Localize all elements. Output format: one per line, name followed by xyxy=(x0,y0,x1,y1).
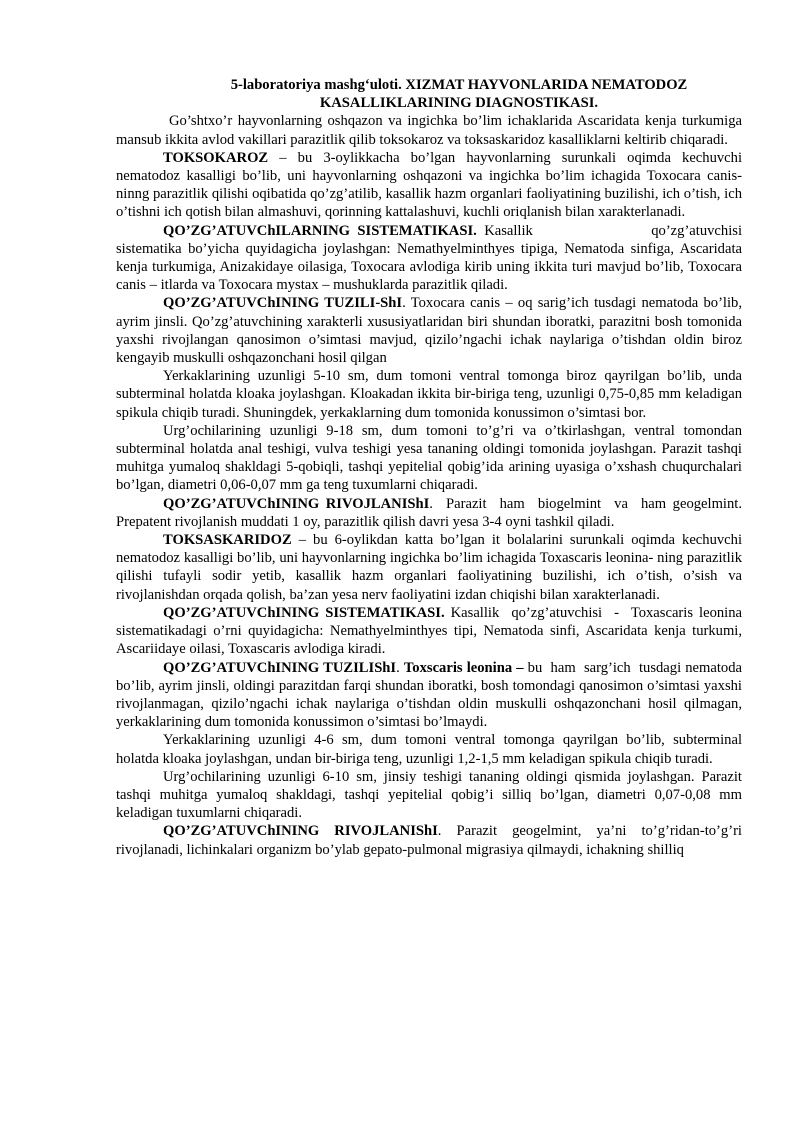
paragraph-heading: QO’ZG’ATUVChINING TUZILI-ShI xyxy=(163,295,403,312)
paragraph-text: . Parazit ham biogelmint va ham geogelmint. Prepatent rivojlanish muddati 1 oy, parazitlik qilish davri yesa 3-4 oyni tashkil qiladi. xyxy=(116,495,746,530)
paragraph-text: Go’shtxo’r hayvonlarning oshqazon va ingichka bo’lim ichaklarida Ascaridata kenja turkumiga mansub ikkita avlod vakillari parazitlik qilib toksokaroz va toksaskaridoz kasalliklarni keltirib chiqaradi. xyxy=(116,113,742,148)
paragraph-text: Kasallik qo’zg’atuvchisi - Toxascaris leonina sistematikadagi o’rni quyidagicha: Nemathyelminthyes tipi, Nematoda sinfi, Ascaridata kenja turkumi, Ascariidaye oilasi, Toxascaris avlodiga kiradi. xyxy=(116,604,746,658)
paragraph-text: – bu 6-oylikdan katta bo’lgan it bolalarini surunkali oqimda kechuvchi nematodoz kasalligi bo’lib, uni hayvonlarning ingichka bo’lim ichagida Toxascaris leonina- ning parazitlik qilishi tufayli sodir yetib, kasallik hazm organlari faoliyatining buzilishi, ich o’tish, o’sish va rivojlanishdan orqada qolish, ba’zan yesa nerv faoliyatini izdan chiqishi bilan xarakterlanadi. xyxy=(116,532,742,603)
paragraph-toksaskaridoz xyxy=(116,531,742,604)
paragraph-males-1 xyxy=(116,367,742,422)
paragraph-heading: QO’ZG’ATUVChILARNING SISTEMATIKASI. xyxy=(163,222,477,239)
title-line-2: KASALLIKLARINING DIAGNOSTIKASI. xyxy=(319,95,599,112)
paragraph-development-1 xyxy=(116,495,746,531)
paragraph-text: Kasallik qo’zg’atuvchisi sistematika bo’yicha quyidagicha joylashgan: Nemathyelminthyes tipiga, Nematoda sinfiga, Ascaridata kenja turkumiga, Anizakidaye oilasiga, Toxocara avlodiga kirib uning ikkita turi mavjud bo’lib, Toxocara canis – itlarda va Toxocara mystax – mushuklarda parazitlik qiladi. xyxy=(116,222,746,294)
paragraph-structure-2 xyxy=(116,659,746,732)
paragraph-development-2 xyxy=(116,822,742,858)
paragraph-heading: QO’ZG’ATUVChINING TUZILIShI xyxy=(163,659,397,676)
paragraph-text: – bu 3-oylikkacha bo’lgan hayvonlarning surunkali oqimda kechuvchi nematodoz kasalligi bo’lib, uni hayvonlarning oshqazoni va ingichka bo’lim ichagida Toxocara canis-ninng parazitlik qilishi oqibatida qo’zg’atilib, kasallik hazm organlari faoliyatining buzilishi, ich o’tish, ich o’tishni ich qotish bilan almashuvi, qorinning kattalashuvi, kuchli oriqlanish bilan xarakterlanadi. xyxy=(116,149,742,221)
paragraph-heading: TOKSOKAROZ xyxy=(163,149,269,166)
paragraph-text: . Parazit geogelmint, ya’ni to’g’ridan-to’g’ri rivojlanadi, lichinkalari organizm bo’ylab gepato-pulmonal migrasiya qilmaydi, ichakning shilliq xyxy=(116,823,742,858)
document-title xyxy=(116,76,742,112)
paragraph-toksokaroz xyxy=(116,149,742,222)
paragraph-females-1 xyxy=(116,422,742,495)
paragraph-species-name: Toxscaris leonina – xyxy=(403,659,524,676)
paragraph-heading: QO’ZG’ATUVChINING SISTEMATIKASI. xyxy=(163,604,445,621)
paragraph-intro xyxy=(116,112,742,148)
paragraph-heading: QO’ZG’ATUVChINING RIVOJLANIShI xyxy=(163,823,438,840)
paragraph-males-2 xyxy=(116,731,742,767)
document-page xyxy=(116,76,746,859)
paragraph-text: Yerkaklarining uzunligi 5-10 sm, dum tomoni ventral tomonga biroz qayrilgan bo’lib, unda subterminal holatda kloaka joylashgan. Kloakadan ikkita bir-biriga teng, uzunligi 0,75-0,85 mm keladigan spikula chiqib turadi. Shuningdek, yerkaklarning dum tomonida konussimon o’simtasi bor. xyxy=(116,368,742,421)
paragraph-text: bu ham sarg’ich tusdagi nematoda bo’lib, ayrim jinsli, oldingi parazitdan farqi shundan iboratki, bosh tomondagi qanosimon o’simtasi yaxshi rivojlanmagan, qizilo’ngachi ichak naylariga o’tishdan oldin muskulli oshqazonchani hosil qilmagan, yerkaklarining dum tomonida konussimon o’simtasi bo’lmaydi. xyxy=(116,659,746,731)
paragraph-systematics-1 xyxy=(116,222,746,295)
title-line-1: 5-laboratoriya mashg‘uloti. XIZMAT HAYVONLARIDA NEMATODOZ xyxy=(230,77,688,93)
paragraph-structure-1 xyxy=(116,294,742,367)
paragraph-text: . Toxocara canis – oq sarig’ich tusdagi nematoda bo’lib, ayrim jinsli. Qo’zg’atuvchining xarakterli xususiyatlaridan biri shundan iboratki, parazitni bosh tomonida yaxshi rivojlangan qanosimon o’simtasi mavjud, qizilo’ngachi ichak naylariga o’tishdan oldin biroz kengayib muskulli oshqazonchani hosil qilgan xyxy=(116,295,742,367)
paragraph-text: Yerkaklarining uzunligi 4-6 sm, dum tomoni ventral tomonga qayrilgan bo’lib, subterminal holatda kloaka joylashgan, undan bir-biriga teng, uzunligi 1,2-1,5 mm keladigan spikula chiqib turadi. xyxy=(116,732,742,767)
paragraph-text: Urg’ochilarining uzunligi 6-10 sm, jinsiy teshigi tananing oldingi qismida joylashgan. Parazit tashqi muhitga yumaloq shakldagi, tashqi yepitelial qobig’i silliq bo’lgan, diametri 0,07-0,08 mm keladigan tuxumlarni chiqaradi. xyxy=(116,768,742,822)
paragraph-systematics-2 xyxy=(116,604,746,659)
paragraph-heading: QO’ZG’ATUVChINING RIVOJLANIShI xyxy=(163,495,430,512)
paragraph-text: Urg’ochilarining uzunligi 9-18 sm, dum tomoni to’g’ri va o’tkirlashgan, ventral tomondan subterminal holatda anal teshigi, vulva teshigi yesa tananing oldingi tomonida joylashgan. Parazit tashqi muhitga yumaloq shakldagi 5-qobiqli, tashqi yepitelial qobig’ida arining uyasiga o’xshash chuqurchalari bo’lgan, diametri 0,06-0,07 mm ga teng tuxumlarni chiqaradi. xyxy=(116,422,742,494)
paragraph-females-2 xyxy=(116,768,742,823)
paragraph-text: . xyxy=(396,659,404,676)
paragraph-heading: TOKSASKARIDOZ xyxy=(163,532,292,549)
